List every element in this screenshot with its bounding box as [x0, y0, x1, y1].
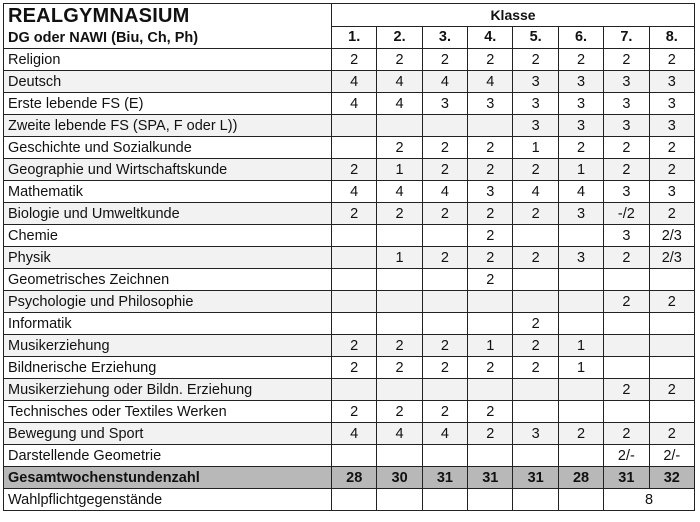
subject-name: Physik	[4, 247, 332, 269]
table-header	[4, 4, 695, 49]
hours-cell: 2	[422, 247, 467, 269]
hours-cell: 3	[604, 181, 649, 203]
hours-cell: 4	[377, 71, 422, 93]
hours-cell: 2	[377, 137, 422, 159]
hours-cell: 2	[513, 335, 558, 357]
hours-cell: 2	[468, 225, 513, 247]
total-value: 31	[468, 467, 513, 489]
hours-cell: 2	[649, 203, 694, 225]
hours-cell	[468, 445, 513, 467]
subject-name: Zweite lebende FS (SPA, F oder L))	[4, 115, 332, 137]
hours-cell: 4	[513, 181, 558, 203]
electives-label: Wahlpflichtgegenstände	[4, 489, 332, 511]
hours-cell: 2	[422, 335, 467, 357]
subject-name: Bildnerische Erziehung	[4, 357, 332, 379]
hours-cell: 2	[604, 247, 649, 269]
hours-cell: 2/-	[604, 445, 649, 467]
page-title: REALGYMNASIUM	[8, 5, 190, 27]
hours-cell: 2	[332, 401, 377, 423]
table-cell	[377, 489, 422, 511]
hours-cell	[332, 115, 377, 137]
subject-name: Musikerziehung	[4, 335, 332, 357]
hours-cell: 2	[468, 137, 513, 159]
subject-name: Bewegung und Sport	[4, 423, 332, 445]
hours-cell: 2	[513, 49, 558, 71]
electives-value: 8	[604, 489, 695, 511]
hours-cell: 1	[558, 335, 603, 357]
hours-cell: 2	[513, 159, 558, 181]
hours-cell: 2	[649, 159, 694, 181]
hours-cell	[649, 335, 694, 357]
hours-cell: 2	[649, 137, 694, 159]
grade-header: 8.	[649, 26, 694, 49]
title-cell	[4, 4, 332, 49]
subject-name: Erste lebende FS (E)	[4, 93, 332, 115]
table-row	[4, 379, 695, 401]
hours-cell	[649, 401, 694, 423]
hours-cell: 2	[422, 137, 467, 159]
hours-cell	[649, 313, 694, 335]
hours-cell: 2	[558, 137, 603, 159]
hours-cell: 2/-	[649, 445, 694, 467]
hours-cell: 4	[422, 423, 467, 445]
hours-cell: 4	[332, 93, 377, 115]
hours-cell	[422, 269, 467, 291]
total-value: 32	[649, 467, 694, 489]
hours-cell: 2	[468, 357, 513, 379]
hours-cell: 2	[468, 269, 513, 291]
hours-cell: 2	[468, 401, 513, 423]
hours-cell	[513, 401, 558, 423]
subject-name: Biologie und Umweltkunde	[4, 203, 332, 225]
subject-name: Darstellende Geometrie	[4, 445, 332, 467]
hours-cell: 3	[558, 93, 603, 115]
hours-cell	[422, 225, 467, 247]
subject-name: Psychologie und Philosophie	[4, 291, 332, 313]
hours-cell: 1	[468, 335, 513, 357]
hours-cell: 3	[604, 93, 649, 115]
hours-cell	[377, 269, 422, 291]
hours-cell: 3	[649, 71, 694, 93]
table-row	[4, 71, 695, 93]
hours-cell: 2	[332, 203, 377, 225]
subject-name: Geometrisches Zeichnen	[4, 269, 332, 291]
hours-cell: 2	[558, 423, 603, 445]
hours-cell: 3	[558, 71, 603, 93]
hours-cell	[377, 225, 422, 247]
hours-cell: 2	[377, 335, 422, 357]
hours-cell	[513, 291, 558, 313]
grade-header: 3.	[422, 26, 467, 49]
total-value: 31	[422, 467, 467, 489]
hours-cell	[513, 445, 558, 467]
hours-cell	[558, 401, 603, 423]
page-subtitle: DG oder NAWI (Biu, Ch, Ph)	[8, 30, 199, 46]
hours-cell: 2	[422, 159, 467, 181]
hours-cell: 2/3	[649, 225, 694, 247]
hours-cell: 1	[558, 159, 603, 181]
hours-cell: 2	[649, 379, 694, 401]
table-cell	[422, 489, 467, 511]
hours-cell: 2	[377, 49, 422, 71]
subject-name: Technisches oder Textiles Werken	[4, 401, 332, 423]
hours-cell: 2	[332, 335, 377, 357]
table-row	[4, 401, 695, 423]
table-row	[4, 335, 695, 357]
grade-header: 2.	[377, 26, 422, 49]
hours-cell: 1	[513, 137, 558, 159]
subject-name: Mathematik	[4, 181, 332, 203]
hours-cell	[604, 357, 649, 379]
grade-header: 1.	[332, 26, 377, 49]
hours-cell: 1	[377, 159, 422, 181]
hours-cell: 2	[468, 49, 513, 71]
hours-cell: 2	[558, 49, 603, 71]
hours-cell	[332, 313, 377, 335]
hours-cell	[649, 357, 694, 379]
hours-cell: 4	[332, 71, 377, 93]
hours-cell: 3	[468, 181, 513, 203]
table-row	[4, 115, 695, 137]
hours-cell: 3	[604, 71, 649, 93]
table-cell	[468, 489, 513, 511]
total-value: 28	[558, 467, 603, 489]
hours-cell	[604, 401, 649, 423]
hours-cell: 4	[377, 93, 422, 115]
hours-cell: 4	[422, 71, 467, 93]
hours-cell: 2	[513, 313, 558, 335]
hours-cell	[422, 445, 467, 467]
hours-cell: 3	[604, 225, 649, 247]
hours-cell: 2	[332, 159, 377, 181]
hours-cell: 3	[649, 181, 694, 203]
hours-cell	[332, 445, 377, 467]
hours-cell: 3	[558, 115, 603, 137]
grade-header: 7.	[604, 26, 649, 49]
hours-cell: 2	[422, 401, 467, 423]
hours-cell	[332, 247, 377, 269]
hours-cell	[422, 313, 467, 335]
table-row	[4, 137, 695, 159]
hours-cell: 3	[649, 93, 694, 115]
table-row	[4, 313, 695, 335]
table-row	[4, 93, 695, 115]
hours-cell	[377, 313, 422, 335]
hours-cell	[332, 137, 377, 159]
hours-cell	[468, 115, 513, 137]
hours-cell	[558, 269, 603, 291]
hours-cell: 3	[604, 115, 649, 137]
hours-cell: 1	[377, 247, 422, 269]
table-row	[4, 423, 695, 445]
table-cell	[332, 489, 377, 511]
hours-cell: 2	[649, 423, 694, 445]
hours-cell	[558, 313, 603, 335]
hours-cell	[513, 379, 558, 401]
subject-name: Informatik	[4, 313, 332, 335]
hours-cell	[513, 269, 558, 291]
hours-cell: 3	[513, 71, 558, 93]
hours-cell: 4	[558, 181, 603, 203]
timetable	[3, 3, 695, 511]
table-row	[4, 291, 695, 313]
hours-cell: 2	[468, 159, 513, 181]
hours-cell: 3	[468, 93, 513, 115]
hours-cell: 3	[513, 115, 558, 137]
hours-cell	[558, 379, 603, 401]
hours-cell: 2	[513, 247, 558, 269]
hours-cell	[422, 291, 467, 313]
table-row	[4, 49, 695, 71]
hours-cell	[332, 379, 377, 401]
hours-cell	[558, 291, 603, 313]
hours-cell	[422, 115, 467, 137]
hours-cell: 3	[422, 93, 467, 115]
hours-cell	[604, 313, 649, 335]
hours-cell: 2	[604, 423, 649, 445]
hours-cell: 2	[377, 401, 422, 423]
hours-cell: 3	[513, 93, 558, 115]
subject-name: Geographie und Wirtschaftskunde	[4, 159, 332, 181]
subject-name: Musikerziehung oder Bildn. Erziehung	[4, 379, 332, 401]
hours-cell: 4	[422, 181, 467, 203]
hours-cell	[468, 291, 513, 313]
hours-cell	[377, 445, 422, 467]
hours-cell: 3	[558, 203, 603, 225]
table-row	[4, 203, 695, 225]
summary-rows	[4, 467, 695, 511]
table-row	[4, 159, 695, 181]
hours-cell: 2	[332, 357, 377, 379]
subject-name: Deutsch	[4, 71, 332, 93]
total-value: 31	[513, 467, 558, 489]
klasse-header: Klasse	[332, 4, 695, 27]
hours-cell: 2	[604, 137, 649, 159]
total-value: 30	[377, 467, 422, 489]
table-row	[4, 445, 695, 467]
subject-name: Chemie	[4, 225, 332, 247]
hours-cell: 3	[649, 115, 694, 137]
hours-cell: 2	[513, 203, 558, 225]
hours-cell: 4	[332, 181, 377, 203]
grade-header: 6.	[558, 26, 603, 49]
hours-cell	[649, 269, 694, 291]
hours-cell	[604, 335, 649, 357]
hours-cell: 3	[558, 247, 603, 269]
hours-cell	[377, 379, 422, 401]
hours-cell: 4	[332, 423, 377, 445]
subject-rows	[4, 49, 695, 467]
total-value: 31	[604, 467, 649, 489]
hours-cell: 4	[468, 71, 513, 93]
electives-row	[4, 489, 695, 511]
table-row	[4, 225, 695, 247]
hours-cell	[513, 225, 558, 247]
hours-cell: 2	[649, 291, 694, 313]
grade-header: 4.	[468, 26, 513, 49]
hours-cell: 2	[422, 49, 467, 71]
hours-cell: 2	[604, 49, 649, 71]
hours-cell: -/2	[604, 203, 649, 225]
total-label: Gesamtwochenstundenzahl	[4, 467, 332, 489]
hours-cell: 2	[468, 423, 513, 445]
hours-cell	[468, 379, 513, 401]
hours-cell: 3	[513, 423, 558, 445]
hours-cell: 2	[604, 291, 649, 313]
hours-cell: 2	[468, 247, 513, 269]
hours-cell: 2	[604, 159, 649, 181]
total-row	[4, 467, 695, 489]
hours-cell	[468, 313, 513, 335]
hours-cell: 2	[513, 357, 558, 379]
table-row	[4, 357, 695, 379]
table-cell	[558, 489, 603, 511]
hours-cell: 2/3	[649, 247, 694, 269]
hours-cell: 2	[649, 49, 694, 71]
hours-cell: 2	[377, 203, 422, 225]
hours-cell: 4	[377, 423, 422, 445]
hours-cell: 2	[422, 357, 467, 379]
hours-cell: 2	[604, 379, 649, 401]
hours-cell	[332, 225, 377, 247]
total-value: 28	[332, 467, 377, 489]
hours-cell: 2	[332, 49, 377, 71]
hours-cell	[332, 269, 377, 291]
hours-cell	[558, 225, 603, 247]
table-row	[4, 269, 695, 291]
hours-cell	[558, 445, 603, 467]
hours-cell: 2	[377, 357, 422, 379]
hours-cell	[422, 379, 467, 401]
grade-header: 5.	[513, 26, 558, 49]
subject-name: Religion	[4, 49, 332, 71]
table-row	[4, 247, 695, 269]
hours-cell: 2	[468, 203, 513, 225]
hours-cell	[377, 115, 422, 137]
hours-cell: 4	[377, 181, 422, 203]
hours-cell: 2	[422, 203, 467, 225]
hours-cell	[377, 291, 422, 313]
hours-cell	[604, 269, 649, 291]
hours-cell: 1	[558, 357, 603, 379]
table-cell	[513, 489, 558, 511]
table-row	[4, 181, 695, 203]
subject-name: Geschichte und Sozialkunde	[4, 137, 332, 159]
hours-cell	[332, 291, 377, 313]
